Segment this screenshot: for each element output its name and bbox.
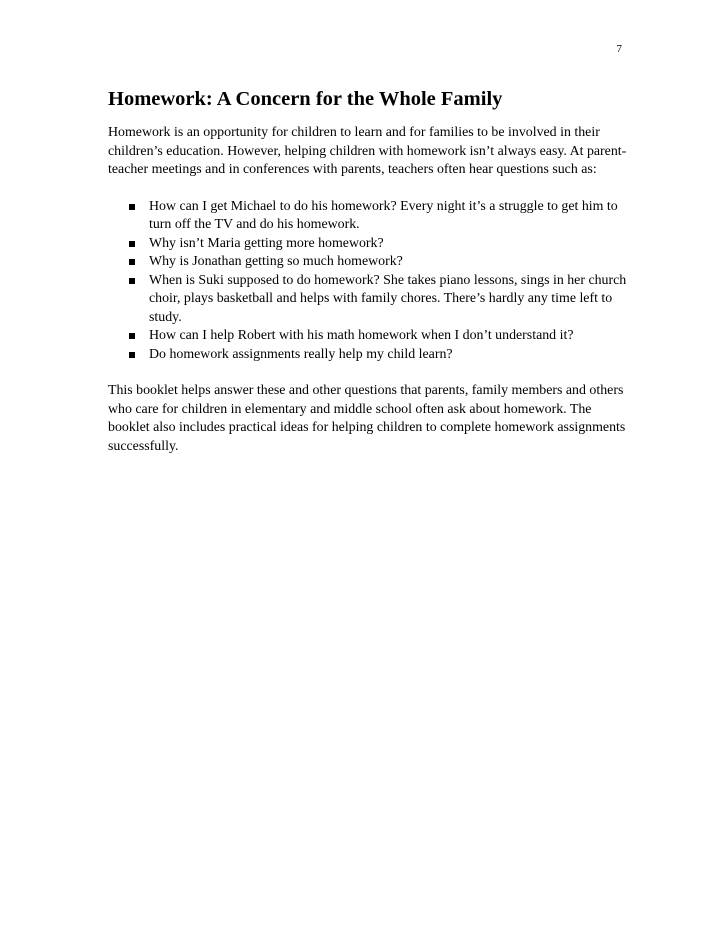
document-body bbox=[108, 86, 628, 456]
square-bullet-icon bbox=[129, 241, 135, 247]
square-bullet-icon bbox=[129, 333, 135, 339]
questions-list bbox=[108, 198, 628, 365]
square-bullet-icon bbox=[129, 204, 135, 210]
square-bullet-icon bbox=[129, 278, 135, 284]
square-bullet-icon bbox=[129, 259, 135, 265]
intro-paragraph: Homework is an opportunity for children to learn and for families to be involved in their children’s education. However, helping children with homework isn’t always easy. At parent-teacher meetings and in conferences with parents, teachers often hear questions such as: bbox=[108, 125, 627, 177]
page-number: 7 bbox=[616, 43, 622, 55]
question-text: How can I help Robert with his math homework when I don’t understand it? bbox=[149, 328, 574, 343]
question-text: Why isn’t Maria getting more homework? bbox=[149, 235, 384, 251]
question-text: How can I get Michael to do his homework? Every night it’s a struggle to get him to turn off the TV and do his homework. bbox=[149, 198, 618, 232]
list-item bbox=[108, 235, 628, 254]
list-item bbox=[108, 253, 628, 272]
question-text: When is Suki supposed to do homework? She takes piano lessons, sings in her church choir, plays basketball and helps with family chores. There’s hardly any time left to study. bbox=[149, 272, 627, 325]
question-text: Why is Jonathan getting so much homework? bbox=[149, 254, 403, 269]
list-item bbox=[108, 346, 628, 365]
list-item bbox=[108, 272, 628, 328]
square-bullet-icon bbox=[129, 352, 135, 358]
list-item bbox=[108, 198, 628, 235]
list-item bbox=[108, 327, 628, 346]
page-title: Homework: A Concern for the Whole Family bbox=[108, 88, 503, 110]
closing-paragraph: This booklet helps answer these and other questions that parents, family members and others who care for children in elementary and middle school often ask about homework. The booklet also includes practical ideas for helping children to complete homework assignments successfully. bbox=[108, 383, 626, 454]
question-text: Do homework assignments really help my child learn? bbox=[149, 346, 453, 362]
